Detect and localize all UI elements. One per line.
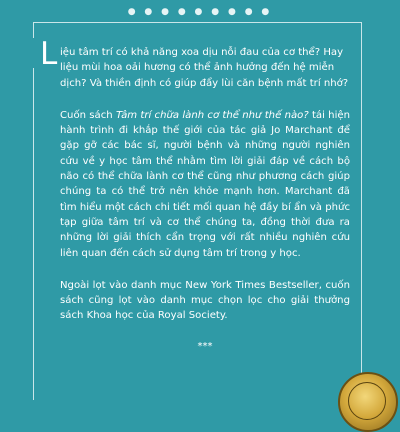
dropcap-letter: L — [40, 36, 58, 72]
frame-gap — [33, 38, 35, 68]
decorative-dots: ● ● ● ● ● ● ● ● ● — [127, 7, 273, 17]
description-start: Cuốn sách — [60, 109, 116, 121]
back-cover-text — [40, 36, 350, 354]
award-seal-icon — [338, 372, 398, 432]
award-paragraph: Ngoài lọt vào danh mục New York Times Bestseller, cuốn sách cũng lọt vào danh mục chọn lọc cho giải thưởng sách Khoa học của Royal Society. — [60, 279, 350, 322]
section-separator: *** — [197, 340, 213, 352]
intro-text: iệu tâm trí có khả năng xoa dịu nỗi đau của cơ thể? Hay liệu mùi hoa oải hương có thể ảnh hưởng đến hệ miễn dịch? Và thiền định có giúp đẩy lùi căn bệnh mất trí nhớ? — [60, 47, 349, 89]
description-paragraph — [60, 108, 350, 261]
seal-inner-ring — [348, 382, 386, 420]
book-title: Tâm trí chữa lành cơ thể như thế nào? — [115, 109, 309, 121]
description-rest: tái hiện hành trình đi khắp thế giới của tác giả Jo Marchant để gặp gỡ các bác sĩ, người bệnh và những người nghiên cứu về y học tâm thể nhằm tìm lời giải đáp về cách bộ não có thể chữa lành cơ thể cũng như phương cách giúp chúng ta có thể trở nên khỏe mạnh hơn. Marchant đã tìm hiểu một cách chi tiết mối quan hệ đầy bí ẩn và phức tạp giữa tâm trí và cơ thể chúng ta, đồng thời đưa ra những lời giải thích cẩn trọng với rất nhiều nghiên cứu liên quan đến cách sử dụng tâm trí trong y học. — [60, 109, 350, 259]
intro-paragraph — [40, 36, 350, 91]
